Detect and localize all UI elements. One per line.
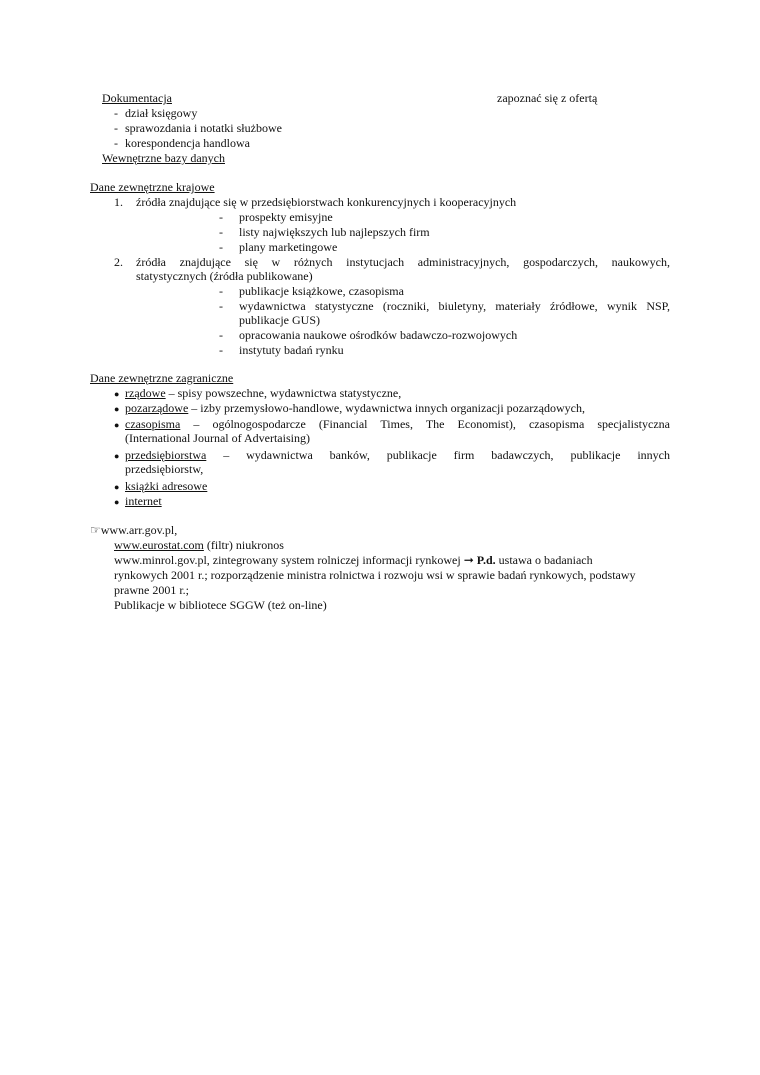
link-eurostat-line [114, 538, 284, 553]
domestic-sub-item: plany marketingowe [239, 240, 338, 254]
sggw-note: Publikacje w bibliotece SGGW (też on-line) [114, 598, 327, 612]
domestic-sub-item: opracowania naukowe ośrodków badawczo-rozwojowych [239, 328, 518, 342]
foreign-item-2-rest: – izby przemysłowo-handlowe, wydawnictwa innych organizacji pozarządowych, [188, 401, 585, 415]
foreign-item-2-key: pozarządowe [125, 401, 189, 415]
domestic-sub-item: instytuty badań rynku [239, 343, 344, 357]
link-arr-line [90, 523, 177, 538]
bullet: ● [114, 404, 120, 414]
minrol-line1-rest: ustawa o badaniach [495, 553, 593, 567]
domestic-sub-item: listy największych lub najlepszych firm [239, 225, 430, 239]
foreign-item-2 [125, 401, 585, 416]
foreign-item-3 [125, 417, 670, 432]
foreign-item-3-rest: – ogólnogospodarcze (Financial Times, The Economist), czasopisma specjalistyczna [180, 417, 670, 431]
dash: - [219, 225, 223, 239]
dash: - [219, 299, 223, 313]
dash: - [114, 136, 118, 150]
bullet: ● [114, 389, 120, 399]
dash: - [114, 106, 118, 120]
link-arr[interactable]: www.arr.gov.pl, [100, 523, 178, 537]
list-number: 2. [114, 255, 123, 269]
minrol-line3: prawne 2001 r.; [114, 583, 189, 597]
doc-item-2: sprawozdania i notatki służbowe [125, 121, 282, 135]
bullet: ● [114, 497, 120, 507]
foreign-item-1 [125, 386, 401, 401]
dash: - [219, 328, 223, 342]
right-note: zapoznać się z ofertą [497, 91, 598, 105]
dash: - [219, 210, 223, 224]
pointing-hand-icon: ☞ [90, 523, 101, 537]
dash: - [219, 343, 223, 357]
doc-item-3: korespondencja handlowa [125, 136, 250, 150]
foreign-item-5: książki adresowe [125, 479, 208, 493]
arrow-right-icon: ➞ [463, 553, 474, 567]
dash: - [219, 240, 223, 254]
link-minrol: www.minrol.gov.pl, zintegrowany system rolniczej informacji rynkowej [114, 553, 464, 567]
foreign-item-4 [125, 448, 670, 463]
domestic-item-2-line1: źródła znajdujące się w różnych instytucjach administracyjnych, gospodarczych, naukowych, [136, 255, 670, 269]
foreign-item-3-key: czasopisma [125, 417, 181, 431]
foreign-item-1-rest: – spisy powszechne, wydawnictwa statystyczne, [165, 386, 402, 400]
link-eurostat-note: (filtr) niukronos [203, 538, 284, 552]
domestic-sub-item-cont: publikacje GUS) [239, 313, 320, 327]
domestic-sub-item: prospekty emisyjne [239, 210, 333, 224]
bullet: ● [114, 451, 120, 461]
foreign-item-1-key: rządowe [125, 386, 166, 400]
foreign-item-4-cont: przedsiębiorstw, [125, 462, 204, 476]
foreign-item-4-key: przedsiębiorstwa [125, 448, 207, 462]
foreign-item-3-cont: (International Journal of Advertaising) [125, 431, 310, 445]
doc-item-1: dział księgowy [125, 106, 198, 120]
domestic-sub-item: publikacje książkowe, czasopisma [239, 284, 404, 298]
domestic-item-1: źródła znajdujące się w przedsiębiorstwach konkurencyjnych i kooperacyjnych [136, 195, 517, 209]
link-eurostat[interactable]: www.eurostat.com [114, 538, 204, 552]
bullet: ● [114, 420, 120, 430]
domestic-sub-item: wydawnictwa statystyczne (roczniki, biuletyny, materiały źródłowe, wynik NSP, [239, 299, 670, 313]
domestic-item-2-line2: statystycznych (źródła publikowane) [136, 269, 313, 283]
bullet: ● [114, 482, 120, 492]
heading-internal-db: Wewnętrzne bazy danych [102, 151, 225, 165]
heading-foreign: Dane zewnętrzne zagraniczne [90, 371, 234, 385]
heading-domestic: Dane zewnętrzne krajowe [90, 180, 215, 194]
minrol-line1 [114, 553, 593, 568]
minrol-line2: rynkowych 2001 r.; rozporządzenie ministra rolnictwa i rozwoju wsi w sprawie badań rynkowych, podstawy [114, 568, 636, 582]
pd-label: P.d. [473, 553, 496, 567]
foreign-item-6: internet [125, 494, 162, 508]
dash: - [114, 121, 118, 135]
dash: - [219, 284, 223, 298]
list-number: 1. [114, 195, 123, 209]
foreign-item-4-rest: – wydawnictwa banków, publikacje firm badawczych, publikacje innych [206, 448, 670, 462]
heading-documentation: Dokumentacja [102, 91, 172, 105]
